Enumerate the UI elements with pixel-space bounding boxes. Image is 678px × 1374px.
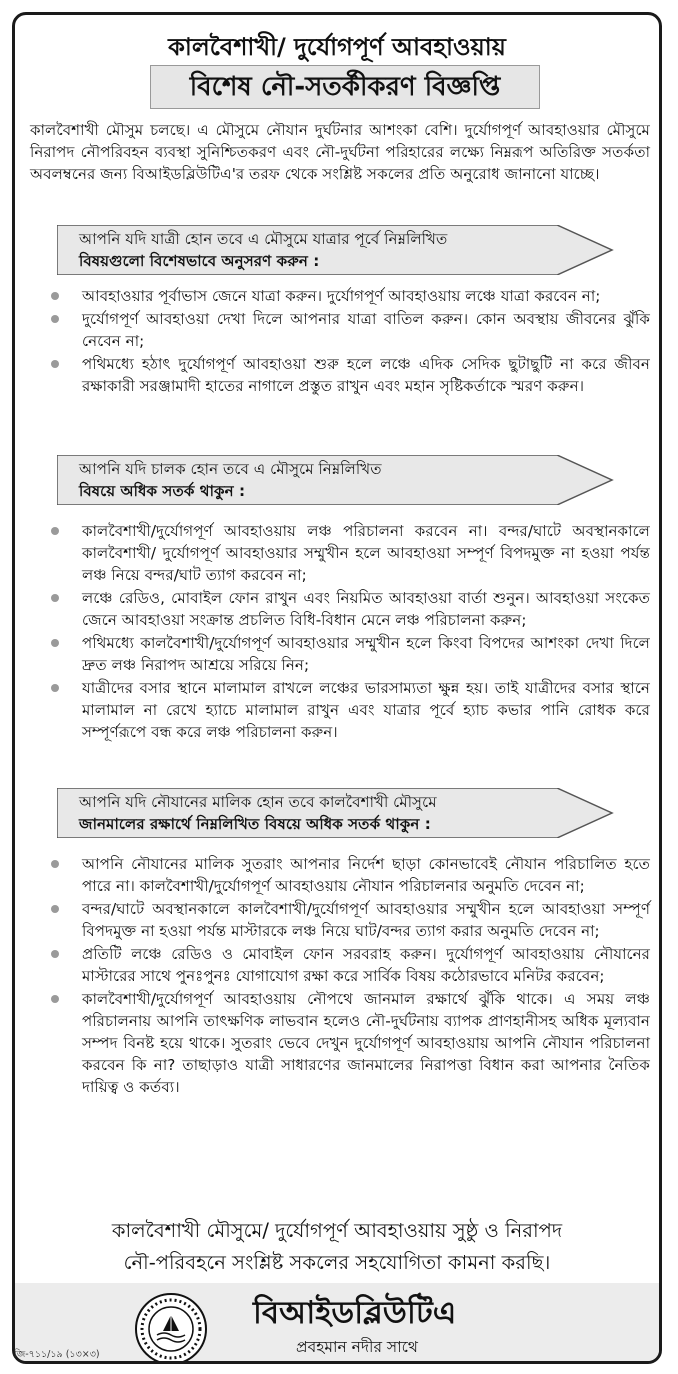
section-heading-line: জানমালের রক্ষার্থে নিম্নলিখিত বিষয়ে অধিক সতর্ক থাকুন : bbox=[79, 815, 431, 833]
bullet-icon bbox=[51, 995, 59, 1003]
owner-rules-list bbox=[30, 853, 650, 1099]
section-heading-line: আপনি যদি নৌযানের মালিক হোন তবে কালবৈশাখী মৌসুমে bbox=[79, 793, 437, 811]
notice-subtitle-box: বিশেষ নৌ-সতর্কীকরণ বিজ্ঞপ্তি bbox=[150, 65, 540, 109]
section-heading-driver bbox=[57, 455, 617, 505]
list-item: কালবৈশাখী/দুর্যোগপূর্ণ আবহাওয়ায় লঞ্চ পরিচালনা করবেন না। বন্দর/ঘাটে অবস্থানকালে কালবৈশাখী/ দুর্যোগপূর্ণ আবহাওয়ার সম্মুখীন হলে আবহাওয়া সম্পূর্ণ বিপদমুক্ত না হওয়া পর্যন্ত লঞ্চ নিয়ে বন্দর/ঘাট ত্যাগ করবেন না; bbox=[30, 520, 650, 586]
section-heading-line: আপনি যদি চালক হোন তবে এ মৌসুমে নিম্নলিখিত bbox=[79, 460, 382, 478]
bullet-icon bbox=[51, 950, 59, 958]
list-item: প্রতিটি লঞ্চে রেডিও ও মোবাইল ফোন সরবরাহ করুন। দুর্যোগপূর্ণ আবহাওয়ায় নৌযানের মাস্টারের সাথে পুনঃপুনঃ যোগাযোগ রক্ষা করে সার্বিক বিষয় কঠোরভাবে মনিটর করবেন; bbox=[30, 943, 650, 987]
list-item: লঞ্চে রেডিও, মোবাইল ফোন রাখুন এবং নিয়মিত আবহাওয়া বার্তা শুনুন। আবহাওয়া সংকেত জেনে আবহাওয়া সংক্রান্ত প্রচলিত বিধি-বিধান মেনে লঞ্চ পরিচালনা করুন; bbox=[30, 587, 650, 631]
bullet-icon bbox=[51, 905, 59, 913]
passenger-rules-list bbox=[30, 285, 650, 398]
section-heading-owner bbox=[57, 788, 617, 838]
list-item: দুর্যোগপূর্ণ আবহাওয়া দেখা দিলে আপনার যাত্রা বাতিল করুন। কোন অবস্থায় জীবনের ঝুঁকি নেবেন না; bbox=[30, 308, 650, 352]
publication-code: জি-৭১১/১৯ (১৩×৩) bbox=[14, 1349, 100, 1360]
bullet-icon bbox=[51, 360, 59, 368]
bullet-icon bbox=[51, 315, 59, 323]
section-heading-line: বিষয়গুলো বিশেষভাবে অনুসরণ করুন : bbox=[79, 252, 320, 270]
notice-title: কালবৈশাখী/ দুর্যোগপূর্ণ আবহাওয়ায় bbox=[168, 33, 506, 61]
list-item: আপনি নৌযানের মালিক সুতরাং আপনার নির্দেশ ছাড়া কোনভাবেই নৌযান পরিচালিত হতে পারে না। কালবৈশাখী/দুর্যোগপূর্ণ আবহাওয়ায় নৌযান পরিচালনার অনুমতি দেবেন না; bbox=[30, 853, 650, 897]
list-item: পথিমধ্যে হঠাৎ দুর্যোগপূর্ণ আবহাওয়া শুরু হলে লঞ্চে এদিক সেদিক ছুটাছুটি না করে জীবন রক্ষাকারী সরঞ্জামাদী হাতের নাগালে প্রস্তুত রাখুন এবং মহান সৃষ্টিকর্তাকে স্মরণ করুন। bbox=[30, 353, 650, 397]
list-item: পথিমধ্যে কালবৈশাখী/দুর্যোগপূর্ণ আবহাওয়ার সম্মুখীন হলে কিংবা বিপদের আশংকা দেখা দিলে দ্রুত লঞ্চ নিরাপদ আশ্রয়ে সরিয়ে নিন; bbox=[30, 632, 650, 676]
footer-band bbox=[15, 1283, 659, 1361]
list-item: কালবৈশাখী/দুর্যোগপূর্ণ আবহাওয়ায় নৌপথে জানমাল রক্ষার্থে ঝুঁকি থাকে। এ সময় লঞ্চ পরিচালনায় আপনি তাৎক্ষণিক লাভবান হলেও নৌ-দুর্ঘটনায় ব্যাপক প্রাণহানীসহ অধিক মূল্যবান সম্পদ বিনষ্ট হয়ে থাকে। সুতরাং ভেবে দেখুন দুর্যোগপূর্ণ আবহাওয়ায় আপনি নৌযান পরিচালনা করবেন কি না? তাছাড়াও যাত্রী সাধারণের জানমালের নিরাপত্তা বিধান করা আপনার নৈতিক দায়িত্ব ও কর্তব্য। bbox=[30, 988, 650, 1098]
notice-frame bbox=[12, 12, 662, 1364]
bullet-icon bbox=[51, 639, 59, 647]
bullet-icon bbox=[51, 594, 59, 602]
section-heading-line: বিষয়ে অধিক সতর্ক থাকুন : bbox=[79, 482, 246, 500]
list-item: আবহাওয়ার পূর্বাভাস জেনে যাত্রা করুন। দুর্যোগপূর্ণ আবহাওয়ায় লঞ্চে যাত্রা করবেন না; bbox=[30, 285, 650, 307]
list-item: বন্দর/ঘাটে অবস্থানকালে কালবৈশাখী/দুর্যোগপূর্ণ আবহাওয়ার সম্মুখীন হলে আবহাওয়া সম্পূর্ণ বিপদমুক্ত না হওয়া পর্যন্ত মাস্টারকে লঞ্চ নিয়ে ঘাট/বন্দর ত্যাগ করার অনুমতি দেবেন না; bbox=[30, 898, 650, 942]
org-tagline: প্রবহমান নদীর সাথে bbox=[296, 1338, 418, 1356]
list-item: যাত্রীদের বসার স্থানে মালামাল রাখলে লঞ্চের ভারসাম্যতা ক্ষুন্ন হয়। তাই যাত্রীদের বসার স্থানে মালামাল না রেখে হ্যাচে মালামাল রাখুন এবং যাত্রার পূর্বে হ্যাচ কভার পানি রোধক করে সম্পূর্ণরূপে বন্ধ করে লঞ্চ পরিচালনা করুন। bbox=[30, 677, 650, 743]
driver-rules-list bbox=[30, 520, 650, 744]
bullet-icon bbox=[51, 860, 59, 868]
closing-message bbox=[15, 1215, 659, 1279]
closing-line: নৌ-পরিবহনে সংশ্লিষ্ট সকলের সহযোগিতা কামনা করছি। bbox=[123, 1251, 551, 1274]
bullet-icon bbox=[51, 684, 59, 692]
bullet-icon bbox=[51, 292, 59, 300]
org-name: বিআইডব্লিউটিএ bbox=[253, 1295, 457, 1331]
section-heading-line: আপনি যদি যাত্রী হোন তবে এ মৌসুমে যাত্রার পূর্বে নিম্নলিখিত bbox=[79, 230, 448, 248]
intro-paragraph: কালবৈশাখী মৌসুম চলছে। এ মৌসুমে নৌযান দুর্ঘটনার আশংকা বেশি। দুর্যোগপূর্ণ আবহাওয়ার মৌসুমে নিরাপদ নৌপরিবহন ব্যবস্থা সুনিশ্চিতকরণ এবং নৌ-দুর্ঘটনা পরিহারের লক্ষ্যে নিম্নরূপ অতিরিক্ত সতর্কতা অবলম্বনের জন্য বিআইডব্লিউটিএ'র তরফ থেকে সংশ্লিষ্ট সকলের প্রতি অনুরোধ জানানো যাচ্ছে। bbox=[30, 121, 650, 183]
section-heading-passenger bbox=[57, 225, 617, 275]
bullet-icon bbox=[51, 527, 59, 535]
closing-line: কালবৈশাখী মৌসুমে/ দুর্যোগপূর্ণ আবহাওয়ায় সুষ্ঠু ও নিরাপদ bbox=[111, 1219, 563, 1242]
biwta-seal-icon bbox=[133, 1291, 209, 1364]
